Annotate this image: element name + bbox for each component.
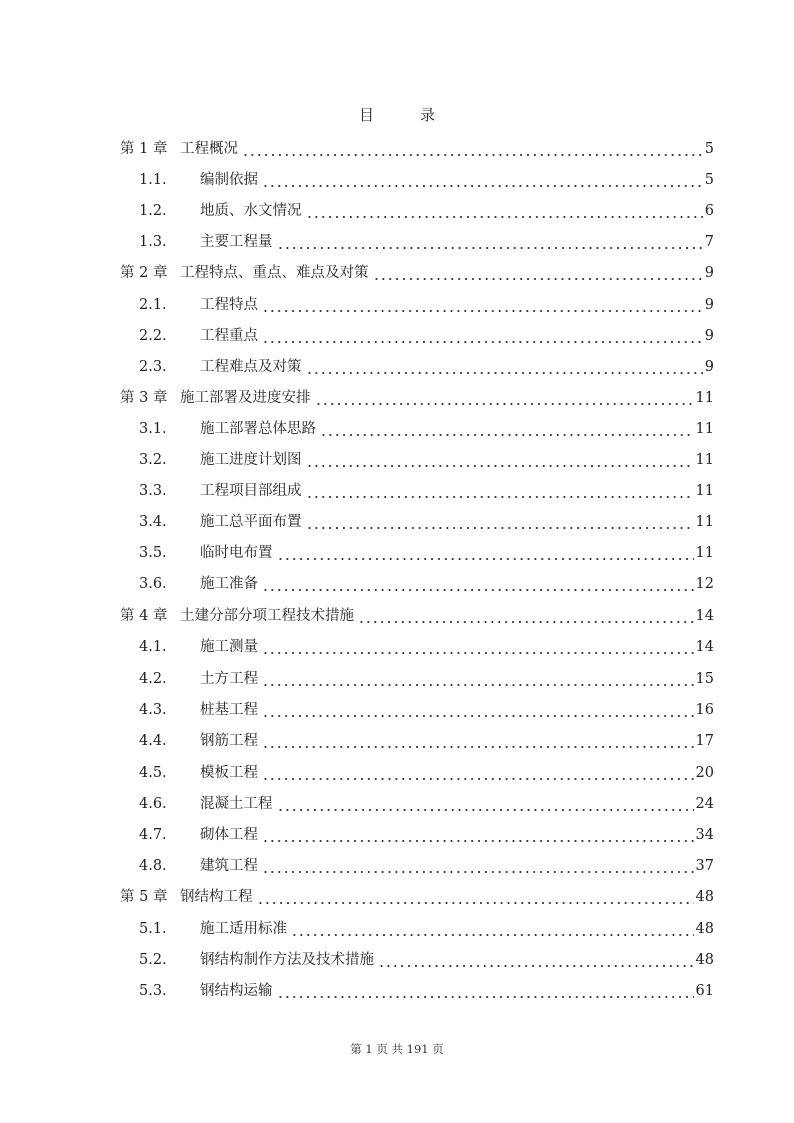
toc-section-entry[interactable]	[139, 169, 714, 191]
entry-title: 地质、水文情况	[200, 203, 302, 220]
entry-title: 工程难点及对策	[200, 358, 302, 375]
entry-page-number: 5	[704, 172, 714, 189]
entry-title: 钢结构工程	[180, 889, 253, 906]
dot-leader	[257, 886, 694, 908]
entry-page-number: 9	[704, 358, 714, 375]
dot-leader	[378, 949, 694, 971]
dot-leader	[306, 511, 694, 533]
entry-number: 3.3.	[139, 483, 167, 500]
dot-leader	[306, 449, 694, 471]
entry-page-number: 11	[695, 545, 714, 562]
entry-page-number: 37	[695, 858, 714, 875]
dot-leader	[277, 793, 694, 815]
toc-chapter-entry[interactable]	[120, 138, 714, 160]
dot-leader	[291, 918, 694, 940]
entry-number: 2.1.	[139, 296, 167, 313]
entry-page-number: 34	[695, 826, 714, 843]
entry-number: 1.2.	[139, 203, 167, 220]
entry-title: 编制依据	[200, 172, 258, 189]
entry-title: 施工总平面布置	[200, 514, 302, 531]
entry-title: 建筑工程	[200, 858, 258, 875]
toc-section-entry[interactable]	[139, 793, 714, 815]
entry-page-number: 61	[695, 982, 714, 999]
entry-number: 1.1.	[139, 172, 167, 189]
dot-leader	[262, 169, 703, 191]
toc-section-entry[interactable]	[139, 573, 714, 595]
entry-title: 工程特点	[200, 296, 258, 313]
entry-number: 第 1 章	[120, 141, 168, 157]
entry-number: 第 2 章	[120, 265, 168, 282]
entry-page-number: 48	[695, 920, 714, 937]
entry-number: 4.1.	[139, 638, 167, 655]
toc-section-entry[interactable]	[139, 918, 714, 940]
entry-number: 4.5.	[139, 764, 167, 781]
dot-leader	[262, 325, 703, 347]
entry-number: 3.1.	[139, 420, 167, 437]
entry-page-number: 11	[695, 452, 714, 468]
entry-title: 工程项目部组成	[200, 483, 302, 500]
entry-title: 土建分部分项工程技术措施	[180, 607, 354, 624]
entry-title: 钢筋工程	[200, 733, 258, 750]
entry-title: 施工准备	[200, 576, 258, 593]
dot-leader	[306, 480, 694, 502]
entry-number: 3.6.	[139, 576, 167, 593]
entry-page-number: 11	[695, 389, 714, 406]
entry-page-number: 24	[695, 795, 714, 812]
dot-leader	[242, 138, 703, 160]
toc-section-entry[interactable]	[139, 480, 714, 502]
dot-leader	[306, 356, 703, 378]
entry-number: 4.8.	[139, 858, 167, 875]
entry-title: 桩基工程	[200, 702, 258, 719]
entry-number: 4.7.	[139, 826, 167, 843]
toc-section-entry[interactable]	[139, 668, 714, 690]
entry-page-number: 11	[695, 483, 714, 500]
entry-number: 2.2.	[139, 327, 167, 344]
dot-leader	[262, 573, 694, 595]
entry-number: 5.3.	[139, 982, 167, 999]
entry-page-number: 5	[704, 141, 714, 157]
entry-page-number: 9	[704, 296, 714, 313]
dot-leader	[262, 824, 694, 846]
toc-section-entry[interactable]	[139, 762, 714, 784]
entry-page-number: 48	[695, 889, 714, 906]
entry-page-number: 9	[704, 327, 714, 344]
dot-leader	[262, 668, 694, 690]
dot-leader	[277, 980, 694, 1002]
dot-leader	[262, 699, 694, 721]
entry-number: 2.3.	[139, 358, 167, 375]
entry-page-number: 11	[695, 514, 714, 531]
dot-leader	[306, 200, 703, 222]
dot-leader	[262, 855, 694, 877]
entry-page-number: 12	[695, 576, 714, 593]
entry-page-number: 14	[695, 638, 714, 655]
dot-leader	[262, 730, 694, 752]
entry-title: 施工测量	[200, 638, 258, 655]
dot-leader	[262, 294, 703, 316]
toc-chapter-entry[interactable]	[120, 605, 714, 627]
toc-section-entry[interactable]	[139, 418, 714, 440]
entry-page-number: 15	[695, 671, 714, 688]
entry-page-number: 48	[695, 951, 714, 968]
entry-number: 1.3.	[139, 234, 167, 251]
dot-leader	[373, 262, 703, 284]
toc-section-entry[interactable]	[139, 542, 714, 564]
entry-title: 施工适用标准	[200, 920, 287, 937]
dot-leader	[262, 762, 694, 784]
entry-title: 主要工程量	[200, 234, 273, 251]
dot-leader	[262, 636, 694, 658]
entry-number: 5.2.	[139, 951, 167, 968]
dot-leader	[277, 231, 703, 253]
toc-section-entry[interactable]	[139, 356, 714, 378]
entry-title: 土方工程	[200, 671, 258, 688]
toc-chapter-entry[interactable]	[120, 262, 714, 284]
entry-number: 第 4 章	[120, 607, 168, 624]
entry-number: 5.1.	[139, 920, 167, 937]
entry-title: 施工部署及进度安排	[180, 389, 311, 406]
entry-number: 4.2.	[139, 671, 167, 688]
page-footer: 第 1 页 共 191 页	[350, 1042, 444, 1056]
dot-leader	[358, 605, 694, 627]
dot-leader	[320, 418, 694, 440]
toc-chapter-entry[interactable]	[120, 886, 714, 908]
entry-number: 3.2.	[139, 452, 167, 468]
toc-section-entry[interactable]	[139, 449, 714, 471]
toc-section-entry[interactable]	[139, 636, 714, 658]
toc-section-entry[interactable]	[139, 824, 714, 846]
toc-section-entry[interactable]	[139, 200, 714, 222]
toc-section-entry[interactable]	[139, 511, 714, 533]
toc-section-entry[interactable]	[139, 231, 714, 253]
dot-leader	[277, 542, 694, 564]
entry-title: 工程重点	[200, 327, 258, 344]
entry-number: 4.6.	[139, 795, 167, 812]
entry-page-number: 17	[695, 733, 714, 750]
entry-page-number: 7	[704, 234, 714, 251]
entry-title: 混凝土工程	[200, 795, 273, 812]
toc-section-entry[interactable]	[139, 855, 714, 877]
entry-number: 4.3.	[139, 702, 167, 719]
toc-section-entry[interactable]	[139, 949, 714, 971]
entry-title: 模板工程	[200, 764, 258, 781]
toc-section-entry[interactable]	[139, 325, 714, 347]
entry-title: 施工进度计划图	[200, 452, 302, 468]
entry-title: 钢结构运输	[200, 982, 273, 999]
toc-title-left: 目	[358, 106, 374, 124]
toc-title-right: 录	[420, 106, 436, 124]
toc-section-entry[interactable]	[139, 730, 714, 752]
entry-number: 第 3 章	[120, 389, 168, 406]
entry-title: 施工部署总体思路	[200, 420, 316, 437]
entry-page-number: 20	[695, 764, 714, 781]
entry-number: 3.4.	[139, 514, 167, 531]
toc-chapter-entry[interactable]	[120, 387, 714, 409]
entry-title: 工程特点、重点、难点及对策	[180, 265, 369, 282]
entry-number: 4.4.	[139, 733, 167, 750]
dot-leader	[315, 387, 694, 409]
toc-section-entry[interactable]	[139, 294, 714, 316]
entry-number: 第 5 章	[120, 889, 168, 906]
entry-page-number: 9	[704, 265, 714, 282]
entry-title: 工程概况	[180, 141, 238, 157]
entry-page-number: 6	[704, 203, 714, 220]
entry-page-number: 14	[695, 607, 714, 624]
toc-section-entry[interactable]	[139, 699, 714, 721]
entry-title: 砌体工程	[200, 826, 258, 843]
toc-section-entry[interactable]	[139, 980, 714, 1002]
entry-title: 钢结构制作方法及技术措施	[200, 951, 374, 968]
entry-page-number: 16	[695, 702, 714, 719]
entry-page-number: 11	[695, 420, 714, 437]
entry-title: 临时电布置	[200, 545, 273, 562]
entry-number: 3.5.	[139, 545, 167, 562]
